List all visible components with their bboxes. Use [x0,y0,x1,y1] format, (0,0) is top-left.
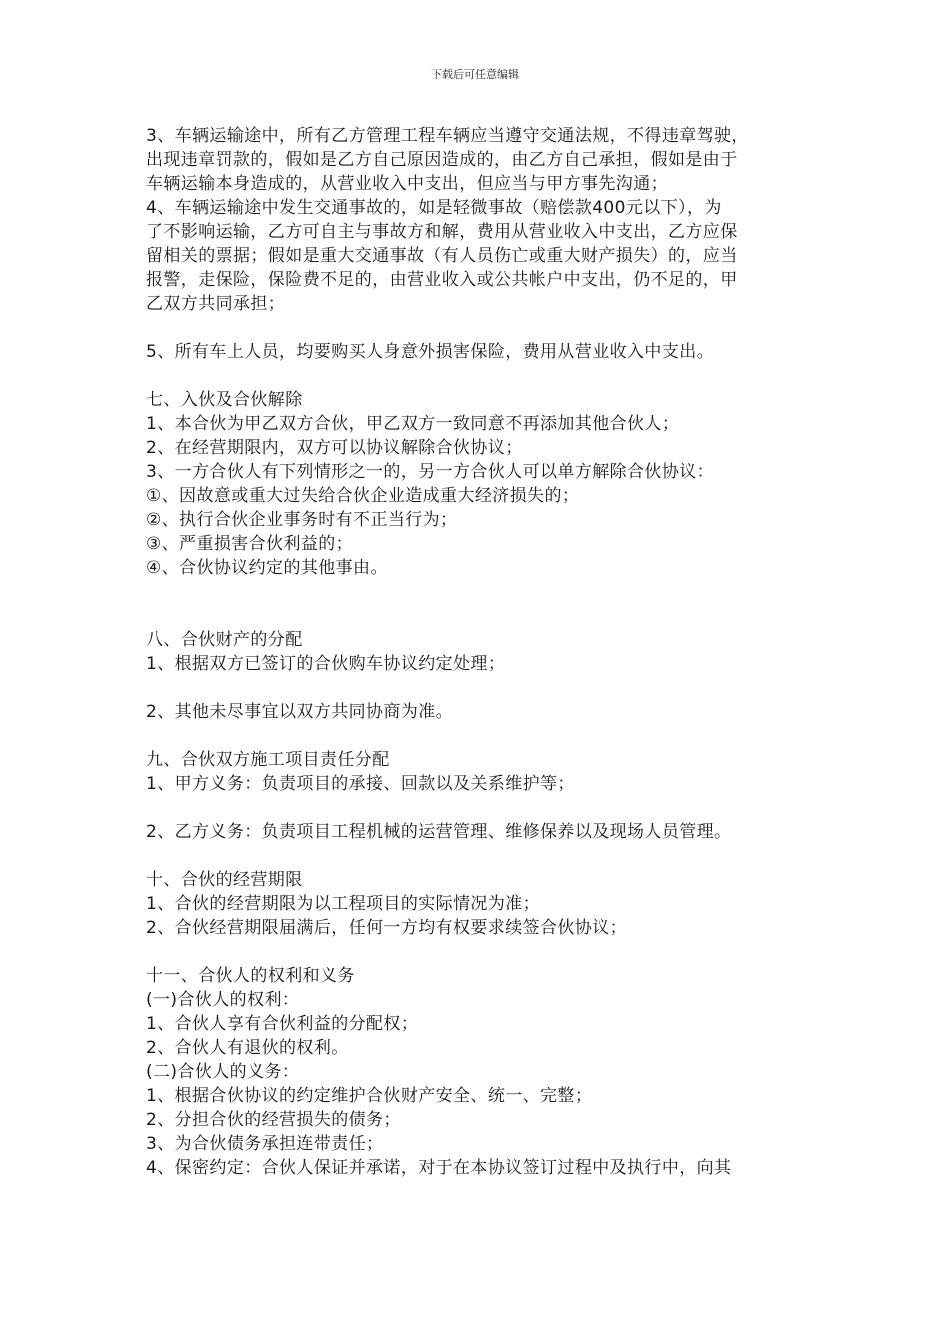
section-heading: 七、入伙及合伙解除 [146,390,303,410]
section-heading: 十一、合伙人的权利和义务 [146,966,355,986]
paragraph-spacer [146,364,811,388]
paragraph-line: 了不影响运输，乙方可自主与事故方和解，费用从营业收入中支出，乙方应保 [146,222,738,242]
paragraph-line: 1、合伙的经营期限为以工程项目的实际情况为准； [146,894,541,914]
paragraph-line: 3、一方合伙人有下列情形之一的，另一方合伙人可以单方解除合伙协议： [146,462,715,482]
paragraph-line: ②、执行合伙企业事务时有不正当行为； [146,510,458,530]
paragraph-line: 2、在经营期限内，双方可以协议解除合伙协议； [146,438,523,458]
page-header: 下载后可任意编辑 [431,68,519,81]
paragraph-line: 1、根据合伙协议的约定维护合伙财产安全、统一、完整； [146,1086,593,1106]
paragraph-spacer [146,724,811,748]
paragraph-line: 2、合伙经营期限届满后，任何一方均有权要求续签合伙协议； [146,918,628,938]
paragraph-line: 5、所有车上人员，均要购买人身意外损害保险，费用从营业收入中支出。 [146,342,715,362]
paragraph-spacer [146,580,811,628]
paragraph-line: 乙双方共同承担； [146,294,286,314]
paragraph-line: 1、甲方义务：负责项目的承接、回款以及关系维护等； [146,774,575,794]
section-heading: 九、合伙双方施工项目责任分配 [146,750,390,770]
paragraph-line: 3、车辆运输途中，所有乙方管理工程车辆应当遵守交通法规，不得违章驾驶， [146,126,749,146]
subsection-heading: (一)合伙人的权利： [146,990,300,1010]
paragraph-line: 3、为合伙债务承担连带责任； [146,1134,384,1154]
paragraph-spacer [146,316,811,340]
paragraph-spacer [146,940,811,964]
section-heading: 八、合伙财产的分配 [146,630,303,650]
document-body [146,124,811,1180]
paragraph-line: 4、车辆运输途中发生交通事故的，如是轻微事故（赔偿款400元以下），为 [146,198,722,218]
paragraph-line: 车辆运输本身造成的，从营业收入中支出，但应当与甲方事先沟通； [146,174,668,194]
paragraph-line: 2、分担合伙的经营损失的债务； [146,1110,401,1130]
paragraph-line: 2、其他未尽事宜以双方共同协商为准。 [146,702,454,722]
paragraph-line: 2、乙方义务：负责项目工程机械的运营管理、维修保养以及现场人员管理。 [146,822,732,842]
subsection-heading: (二)合伙人的义务： [146,1062,300,1082]
paragraph-line: 1、根据双方已签订的合伙购车协议约定处理； [146,654,506,674]
paragraph-line: ④、合伙协议约定的其他事由。 [146,558,388,578]
paragraph-spacer [146,844,811,868]
paragraph-line: 1、本合伙为甲乙双方合伙，甲乙双方一致同意不再添加其他合伙人； [146,414,680,434]
paragraph-line: 出现违章罚款的，假如是乙方自己原因造成的，由乙方自己承担，假如是由于 [146,150,738,170]
paragraph-line: ①、因故意或重大过失给合伙企业造成重大经济损失的； [146,486,580,506]
paragraph-line: 4、保密约定：合伙人保证并承诺，对于在本协议签订过程中及执行中，向其 [146,1158,732,1178]
paragraph-line: 留相关的票据；假如是重大交通事故（有人员伤亡或重大财产损失）的，应当 [146,246,738,266]
paragraph-line: 2、合伙人有退伙的权利。 [146,1038,349,1058]
paragraph-line: 报警，走保险，保险费不足的，由营业收入或公共帐户中支出，仍不足的，甲 [146,270,738,290]
section-heading: 十、合伙的经营期限 [146,870,303,890]
paragraph-spacer [146,676,811,700]
paragraph-line: ③、严重损害合伙利益的； [146,534,354,554]
paragraph-line: 1、合伙人享有合伙利益的分配权； [146,1014,419,1034]
paragraph-spacer [146,796,811,820]
